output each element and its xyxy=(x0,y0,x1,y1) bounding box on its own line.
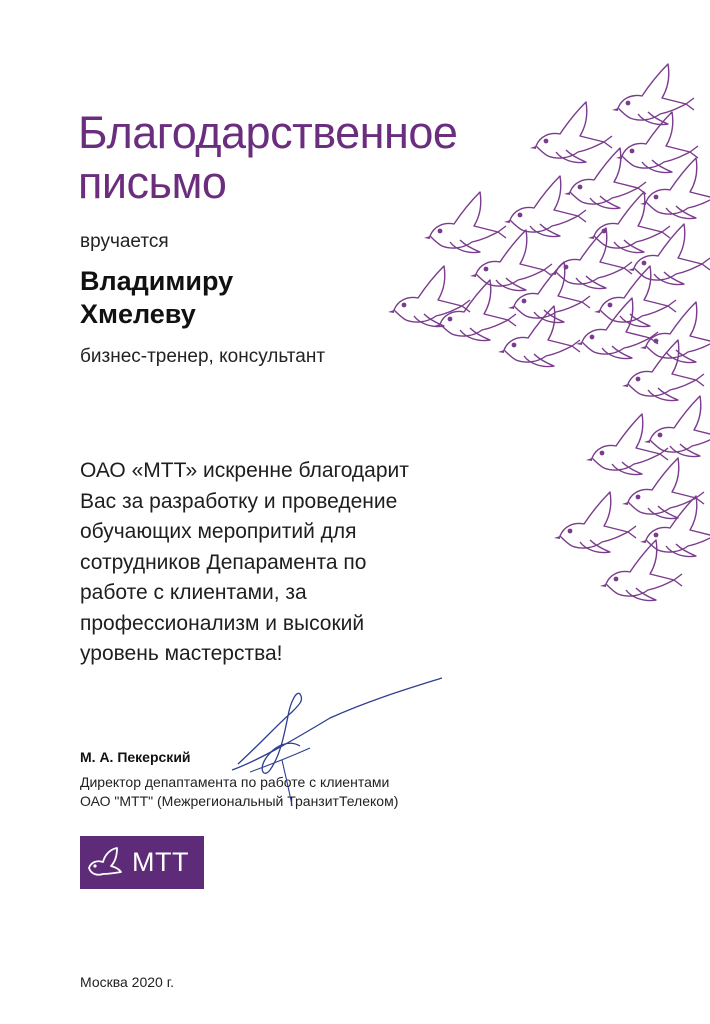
bird-logo-icon xyxy=(80,836,130,889)
company-logo xyxy=(80,836,204,889)
awarded-label: вручается xyxy=(80,231,169,252)
recipient-last-name: Хмелеву xyxy=(80,299,196,329)
recipient-position: бизнес-тренер, консультант xyxy=(80,346,326,367)
signer-role-line-2: ОАО "МТТ" (Межрегиональный ТранзитТелеком) xyxy=(80,793,399,809)
signer-role-line-1: Директор депаптамента по работе с клиентами xyxy=(80,774,390,790)
title-line-2: письмо xyxy=(78,157,227,208)
logo-text: МТТ xyxy=(132,847,189,877)
signer-name: М. А. Пекерский xyxy=(80,749,191,765)
recipient-first-name: Владимиру xyxy=(80,266,234,296)
recipient-name xyxy=(80,265,233,331)
signer-role xyxy=(80,773,398,811)
body-line: обучающих меропритий для xyxy=(80,520,357,543)
document-title xyxy=(78,108,457,208)
title-line-1: Благодарственное xyxy=(78,107,458,158)
body-line: Вас за разработку и проведение xyxy=(80,489,398,513)
body-line: ОАО «МТТ» искренне благодарит xyxy=(80,459,409,482)
body-line: сотрудников Депарамента по xyxy=(80,550,367,574)
body-line: уровень мастерства! xyxy=(80,642,283,665)
body-line: работе с клиентами, за xyxy=(80,581,307,604)
gratitude-text xyxy=(80,456,500,670)
city-and-year: Москва 2020 г. xyxy=(80,974,175,990)
body-line: профессионализм и высокий xyxy=(80,611,365,635)
